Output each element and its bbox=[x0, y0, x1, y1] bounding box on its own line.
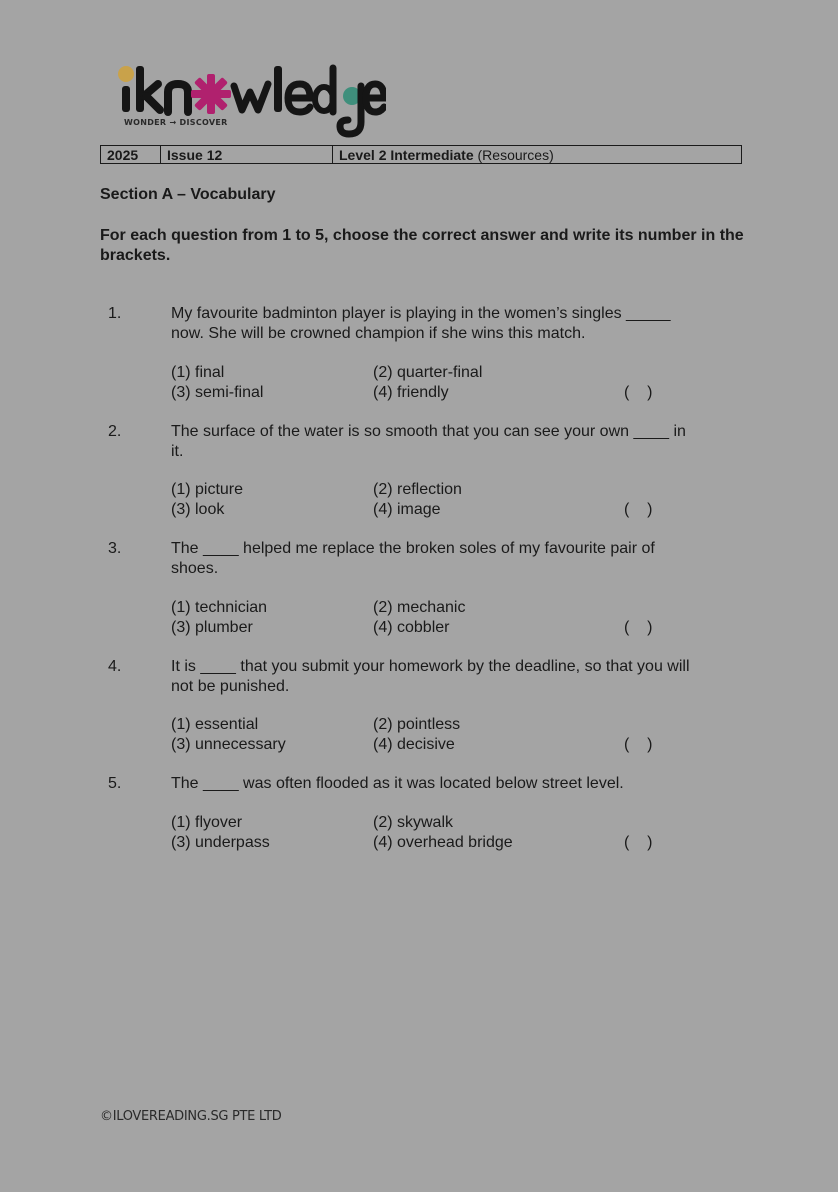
question-line-1: The surface of the water is so smooth that you can see your own ____ in bbox=[171, 423, 686, 440]
question-text bbox=[171, 774, 731, 794]
option-2: (2) reflection bbox=[373, 481, 462, 498]
option-4: (4) image bbox=[373, 501, 441, 518]
question-number: 2. bbox=[108, 423, 122, 440]
option-1: (1) final bbox=[171, 364, 225, 381]
issue-header-table bbox=[100, 145, 742, 164]
options bbox=[171, 813, 731, 853]
option-4: (4) cobbler bbox=[373, 619, 450, 636]
copyright-footer: ©ILOVEREADING.SG PTE LTD bbox=[100, 1109, 282, 1124]
question-line-2: it. bbox=[171, 443, 184, 460]
option-2: (2) quarter-final bbox=[373, 364, 483, 381]
option-1: (1) flyover bbox=[171, 814, 243, 831]
question-line-2: shoes. bbox=[171, 560, 219, 577]
question-text bbox=[171, 304, 731, 344]
option-4: (4) friendly bbox=[373, 384, 449, 401]
logo-tagline: WONDER → DISCOVER bbox=[124, 118, 228, 127]
question-line-1: My favourite badminton player is playing in the women’s singles _____ bbox=[171, 305, 671, 322]
option-3: (3) look bbox=[171, 501, 225, 518]
option-1: (1) technician bbox=[171, 599, 268, 616]
question-text bbox=[171, 657, 741, 697]
options bbox=[171, 715, 731, 755]
section-title: Section A – Vocabulary bbox=[100, 186, 276, 203]
answer-bracket[interactable]: ( ) bbox=[624, 619, 653, 636]
iknowledge-logo bbox=[116, 62, 386, 138]
option-4: (4) overhead bridge bbox=[373, 834, 513, 851]
answer-bracket[interactable]: ( ) bbox=[624, 384, 653, 401]
option-3: (3) unnecessary bbox=[171, 736, 286, 753]
question-line-1: The ____ helped me replace the broken soles of my favourite pair of bbox=[171, 540, 655, 557]
question-number: 5. bbox=[108, 775, 122, 792]
header-level bbox=[333, 146, 741, 163]
option-1: (1) essential bbox=[171, 716, 259, 733]
question-line-2: not be punished. bbox=[171, 678, 290, 695]
option-2: (2) mechanic bbox=[373, 599, 466, 616]
header-issue: Issue 12 bbox=[161, 146, 333, 163]
question-number: 3. bbox=[108, 540, 122, 557]
options bbox=[171, 480, 731, 520]
header-level-name: Level 2 Intermediate bbox=[339, 147, 474, 163]
answer-bracket[interactable]: ( ) bbox=[624, 736, 653, 753]
options bbox=[171, 363, 731, 403]
option-2: (2) skywalk bbox=[373, 814, 454, 831]
header-level-suffix: (Resources) bbox=[473, 147, 554, 163]
option-2: (2) pointless bbox=[373, 716, 461, 733]
answer-bracket[interactable]: ( ) bbox=[624, 834, 653, 851]
option-3: (3) semi-final bbox=[171, 384, 264, 401]
question-line-1: It is ____ that you submit your homework by the deadline, so that you will bbox=[171, 658, 690, 675]
question-number: 4. bbox=[108, 658, 122, 675]
option-3: (3) plumber bbox=[171, 619, 253, 636]
question-number: 1. bbox=[108, 305, 122, 322]
question-text bbox=[171, 539, 731, 579]
header-year: 2025 bbox=[101, 146, 161, 163]
question-line-2: now. She will be crowned champion if she wins this match. bbox=[171, 325, 586, 342]
question-text bbox=[171, 422, 731, 462]
answer-bracket[interactable]: ( ) bbox=[624, 501, 653, 518]
options bbox=[171, 598, 731, 638]
question-line-1: The ____ was often flooded as it was located below street level. bbox=[171, 775, 624, 792]
option-4: (4) decisive bbox=[373, 736, 455, 753]
option-3: (3) underpass bbox=[171, 834, 270, 851]
instructions: For each question from 1 to 5, choose the correct answer and write its number in the brackets. bbox=[100, 227, 744, 264]
option-1: (1) picture bbox=[171, 481, 244, 498]
